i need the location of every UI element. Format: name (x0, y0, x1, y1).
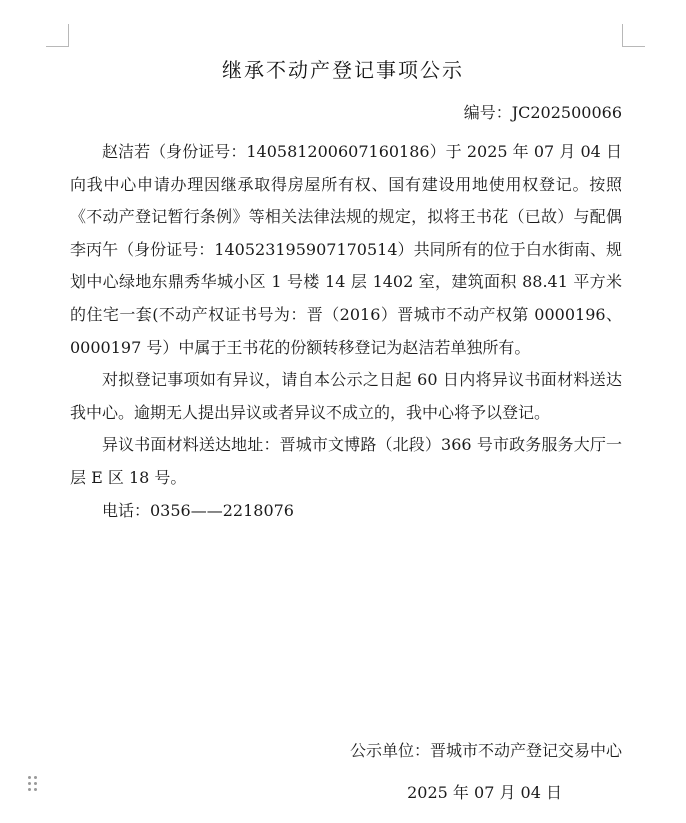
crop-mark-top-left (46, 24, 69, 47)
paragraph-address: 异议书面材料送达地址：晋城市文博路（北段）366 号市政务服务大厅一层 E 区 18 号。 (70, 435, 622, 487)
drag-dot (34, 788, 37, 791)
publish-date: 2025 年 07 月 04 日 (407, 783, 562, 802)
crop-mark-top-right (622, 24, 645, 47)
document-body (70, 136, 622, 527)
drag-dot (28, 788, 31, 791)
publisher-signature: 公示单位：晋城市不动产登记交易中心 (349, 741, 622, 760)
paragraph-phone: 电话：0356——2218076 (102, 500, 294, 520)
drag-dot (34, 776, 37, 779)
document-number: 编号：JC202500066 (463, 103, 622, 122)
drag-dot (34, 782, 37, 785)
paragraph-objection: 对拟登记事项如有异议，请自本公示之日起 60 日内将异议书面材料送达我中心。逾期无人提出异议或者异议不成立的，我中心将予以登记。 (70, 370, 622, 422)
drag-dot (28, 776, 31, 779)
drag-dot (28, 782, 31, 785)
drag-handle-icon[interactable] (28, 776, 38, 792)
document-title: 继承不动产登记事项公示 (222, 58, 464, 82)
paragraph-main: 赵洁若（身份证号：140581200607160186）于 2025 年 07 月 04 日向我中心申请办理因继承取得房屋所有权、国有建设用地使用权登记。按照《不动产登记暂行条例》等相关法律法规的规定，拟将王书花（已故）与配偶李丙午（身份证号：140523195907170514）共同所有的位于白水街南、规划中心绿地东鼎秀华城小区 1 号楼 14 层 1402 室，建筑面积 88.41 平方米的住宅一套(不动产权证书号为：晋（2016）晋城市不动产权第 0000196、0000197 号）中属于王书花的份额转移登记为赵洁若单独所有。 (70, 142, 622, 357)
